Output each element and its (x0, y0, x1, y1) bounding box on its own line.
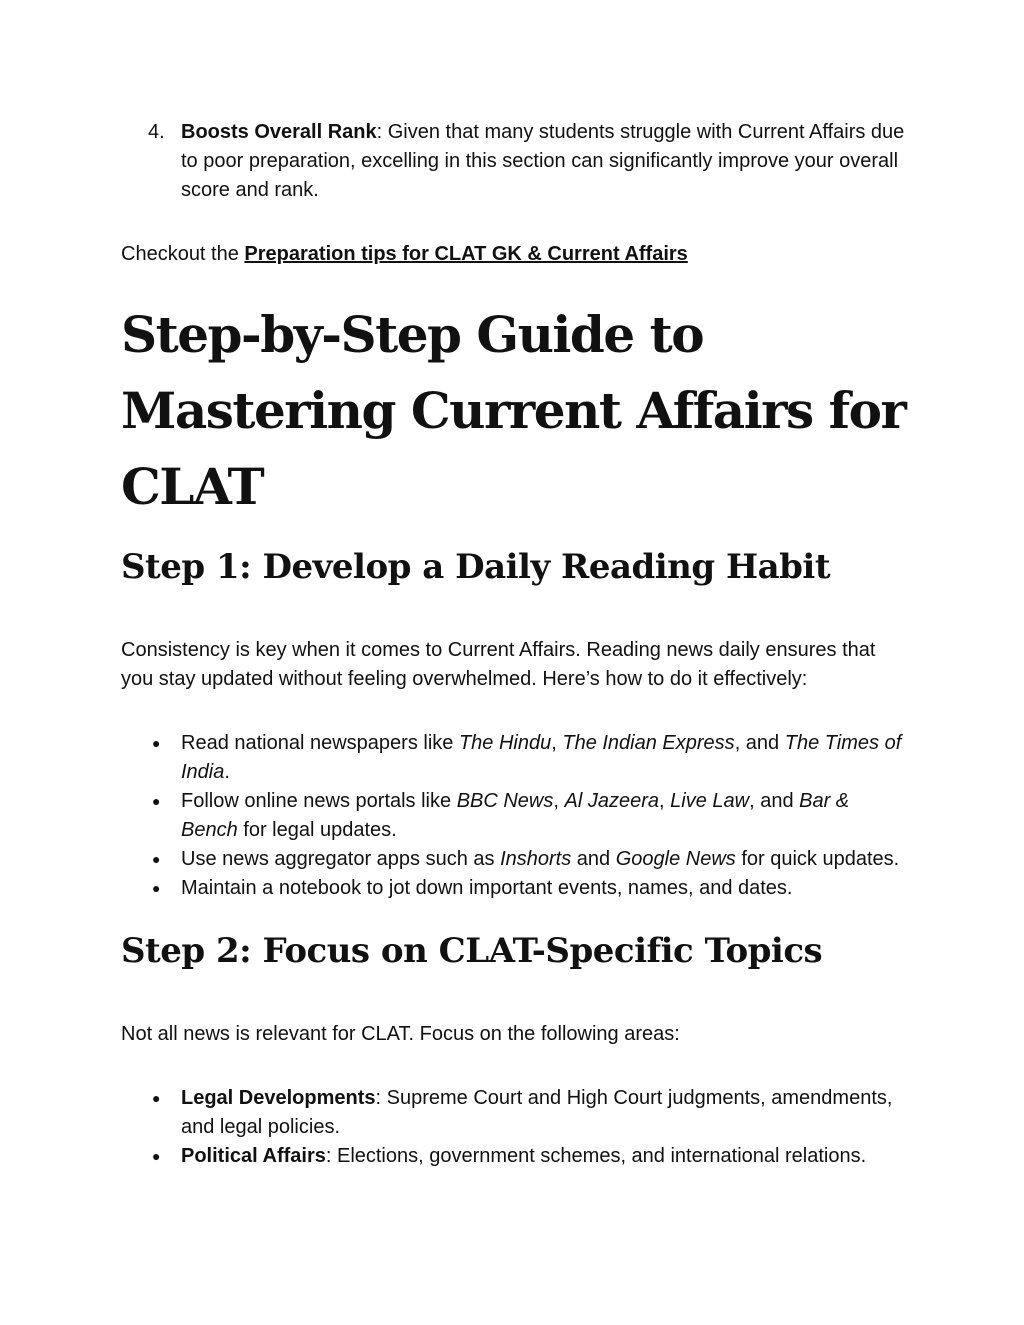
text-span: , (551, 732, 563, 754)
list-number: 4. (148, 121, 165, 143)
text-span: Read national newspapers like (181, 732, 459, 754)
list-item-text: : Supreme Court and High Court judgments, amendments, and legal policies. (181, 1087, 893, 1138)
bullet-icon: ● (152, 880, 161, 896)
text-span: and (571, 848, 616, 870)
step2-intro: Not all news is relevant for CLAT. Focus on the following areas: (121, 1023, 680, 1045)
list-item-bold: Political Affairs (181, 1145, 326, 1167)
text-span: for legal updates. (237, 819, 397, 841)
step2-bullet-list (121, 1084, 911, 1171)
step1-bullet-list (121, 729, 911, 903)
step1-intro: Consistency is key when it comes to Current Affairs. Reading news daily ensures that you stay updated without feeling overwhelmed. Here’s how to do it effectively: (121, 639, 876, 690)
list-item (121, 1084, 911, 1142)
list-item (121, 118, 911, 205)
text-span: . (224, 761, 230, 783)
list-item (121, 845, 911, 874)
text-span: , and (734, 732, 785, 754)
list-item (121, 787, 911, 845)
text-span: Follow online news portals like (181, 790, 457, 812)
list-item-bold: Legal Developments (181, 1087, 376, 1109)
text-span: , (659, 790, 671, 812)
bullet-icon: ● (152, 1148, 161, 1164)
portal-name: Al Jazeera (564, 790, 660, 812)
list-item (121, 1142, 911, 1171)
text-span: Use news aggregator apps such as (181, 848, 501, 870)
step2-heading: Step 2: Focus on CLAT-Specific Topics (121, 931, 823, 971)
checkout-prefix: Checkout the (121, 243, 245, 265)
app-name: Inshorts (500, 848, 572, 870)
numbered-list (121, 118, 911, 205)
preparation-tips-link[interactable]: Preparation tips for CLAT GK & Current Affairs (244, 243, 688, 265)
portal-name: BBC News (456, 790, 554, 812)
page-title: Step-by-Step Guide to Mastering Current Affairs for CLAT (121, 305, 906, 516)
list-item (121, 874, 911, 903)
bullet-icon: ● (152, 735, 161, 751)
list-item (121, 729, 911, 787)
text-span: for quick updates. (735, 848, 900, 870)
document-page (121, 118, 911, 1171)
text-span: , and (749, 790, 800, 812)
portal-name: Bar & Bench (181, 790, 850, 841)
bullet-icon: ● (152, 1090, 161, 1106)
newspaper-name: The Indian Express (562, 732, 735, 754)
bullet-icon: ● (152, 851, 161, 867)
newspaper-name: The Hindu (458, 732, 552, 754)
list-item-text: : Elections, government schemes, and international relations. (325, 1145, 867, 1167)
checkout-line (121, 240, 911, 269)
step1-heading: Step 1: Develop a Daily Reading Habit (121, 547, 831, 587)
portal-name: Live Law (670, 790, 750, 812)
text-span: Maintain a notebook to jot down important events, names, and dates. (181, 877, 793, 899)
list-item-text: : Given that many students struggle with Current Affairs due to poor preparation, excelling in this section can significantly improve your overall score and rank. (181, 121, 905, 201)
bullet-icon: ● (152, 793, 161, 809)
app-name: Google News (615, 848, 736, 870)
text-span: , (553, 790, 565, 812)
list-item-bold: Boosts Overall Rank (181, 121, 377, 143)
newspaper-name: The Times of India (181, 732, 902, 783)
